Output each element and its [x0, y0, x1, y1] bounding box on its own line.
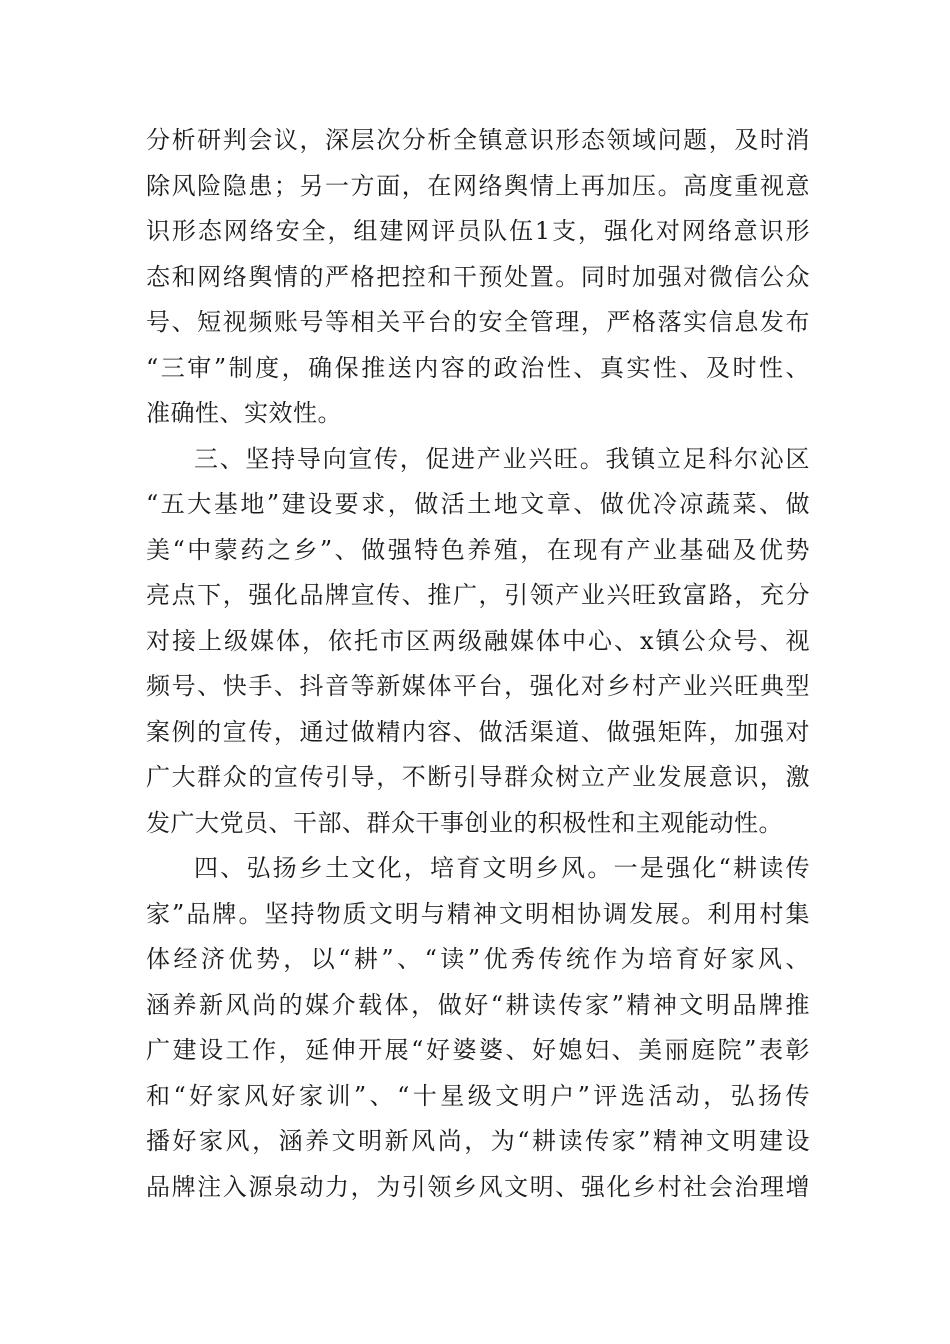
text-line: 体经济优势，以“耕”、“读”优秀传统作为培育好家风、 [146, 945, 810, 973]
text-line: 案例的宣传，通过做精内容、做活渠道、做强矩阵，加强对 [146, 717, 810, 746]
text-line: 识形态网络安全，组建网评员队伍1支，强化对网络意识形 [146, 217, 810, 245]
text-line: 美“中蒙药之乡”、做强特色养殖，在现有产业基础及优势 [146, 535, 810, 564]
text-line: 品牌注入源泉动力，为引领乡风文明、强化乡村社会治理增 [146, 1172, 810, 1201]
text-line: 除风险隐患；另一方面，在网络舆情上再加压。高度重视意 [146, 171, 810, 200]
text-line: 和“好家风好家训”、“十星级文明户”评选活动，弘扬传 [146, 1081, 810, 1110]
text-line: 家”品牌。坚持物质文明与精神文明相协调发展。利用村集 [146, 899, 810, 928]
text-line: 频号、快手、抖音等新媒体平台，强化对乡村产业兴旺典型 [146, 672, 810, 700]
section-heading-line: 四、弘扬乡土文化，培育文明乡风。一是强化“耕读传 [194, 854, 810, 882]
text-line: “五大基地”建设要求，做活土地文章、做优冷凉蔬菜、做 [146, 490, 810, 518]
text-line: 分析研判会议，深层次分析全镇意识形态领域问题，及时消 [146, 126, 810, 154]
text-line: 准确性、实效性。 [146, 399, 342, 427]
text-line: 播好家风，涵养文明新风尚，为“耕读传家”精神文明建设 [146, 1127, 810, 1155]
text-line: 号、短视频账号等相关平台的安全管理，严格落实信息发布 [146, 308, 810, 336]
text-line: 广建设工作，延伸开展“好婆婆、好媳妇、美丽庭院”表彰 [146, 1036, 810, 1064]
section-heading-line: 三、坚持导向宣传，促进产业兴旺。我镇立足科尔沁区 [194, 444, 810, 473]
text-line: 广大群众的宣传引导，不断引导群众树立产业发展意识，激 [146, 763, 810, 791]
body-text [146, 118, 810, 1210]
text-line: 态和网络舆情的严格把控和干预处置。同时加强对微信公众 [146, 262, 810, 291]
text-line: 亮点下，强化品牌宣传、推广，引领产业兴旺致富路，充分 [146, 581, 810, 609]
text-line: 发广大党员、干部、群众干事创业的积极性和主观能动性。 [146, 808, 783, 837]
text-line: 涵养新风尚的媒介载体，做好“耕读传家”精神文明品牌推 [146, 990, 810, 1019]
text-line: 对接上级媒体，依托市区两级融媒体中心、x镇公众号、视 [146, 626, 810, 655]
text-line: “三审”制度，确保推送内容的政治性、真实性、及时性、 [146, 353, 810, 382]
